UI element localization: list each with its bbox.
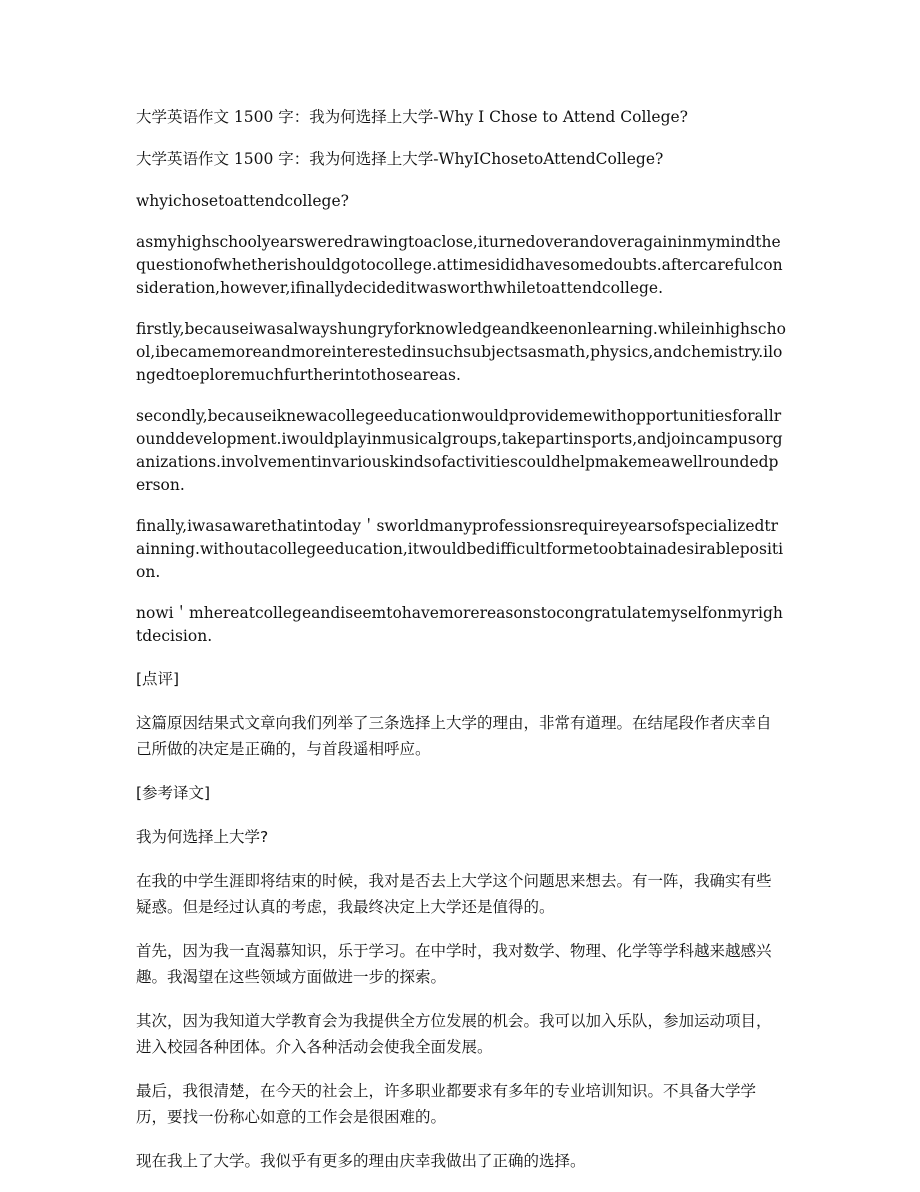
translation-subtitle: 我为何选择上大学?	[136, 828, 269, 846]
document-title-primary: 大学英语作文 1500 字：我为何选择上大学-Why I Chose to Attend College?	[136, 108, 688, 126]
comment-text: 这篇原因结果式文章向我们列举了三条选择上大学的理由，非常有道理。在结尾段作者庆幸自己所做的决定是正确的，与首段遥相呼应。	[136, 714, 772, 758]
english-paragraph-2: firstly,becauseiwasalwayshungryforknowledgeandkeenonlearning.whileinhighschool,ibecamemoreandmoreinterestedinsuchsubjectsasmath,physics,andchemistry.ilongedtoeploremuchfurtherintothoseareas.	[136, 320, 786, 384]
document-title-secondary: 大学英语作文 1500 字：我为何选择上大学-WhyIChosetoAttendCollege?	[136, 150, 664, 168]
english-essay-heading: whyichosetoattendcollege?	[136, 192, 349, 210]
english-paragraph-4: finally,iwasawarethatintoday＇sworldmanyprofessionsrequireyearsofspecializedtrainning.withoutacollegeeducation,itwouldbedifficultformetoobtainadesirableposition.	[136, 517, 784, 581]
translation-heading: [参考译文]	[136, 784, 211, 802]
translation-paragraph-2: 首先，因为我一直渴慕知识，乐于学习。在中学时，我对数学、物理、化学等学科越来越感兴趣。我渴望在这些领域方面做进一步的探索。	[136, 942, 772, 986]
document-page	[136, 106, 786, 1192]
translation-paragraph-5: 现在我上了大学。我似乎有更多的理由庆幸我做出了正确的选择。	[136, 1152, 586, 1170]
english-paragraph-5: nowi＇mhereatcollegeandiseemtohavemorereasonstocongratulatemyselfonmyrightdecision.	[136, 604, 783, 645]
translation-paragraph-3: 其次，因为我知道大学教育会为我提供全方位发展的机会。我可以加入乐队，参加运动项目，进入校园各种团体。介入各种活动会使我全面发展。	[136, 1012, 772, 1056]
english-paragraph-3: secondly,becauseiknewacollegeeducationwouldprovidemewithopportunitiesforallrounddevelopment.iwouldplayinmusicalgroups,takepartinsports,andjoincampusorganizations.involvementinvariouskindsofactivitiescouldhelpmakemeawellroundedperson.	[136, 407, 783, 494]
english-paragraph-1: asmyhighschoolyearsweredrawingtoaclose,iturnedoverandoveragaininmymindthequestionofwhetherishouldgotocollege.attimesididhavesomedoubts.aftercarefulconsideration,however,ifinallydecideditwasworthwhiletoattendcollege.	[136, 233, 783, 297]
translation-paragraph-1: 在我的中学生涯即将结束的时候，我对是否去上大学这个问题思来想去。有一阵，我确实有些疑惑。但是经过认真的考虑，我最终决定上大学还是值得的。	[136, 872, 772, 916]
translation-paragraph-4: 最后，我很清楚，在今天的社会上，许多职业都要求有多年的专业培训知识。不具备大学学历，要找一份称心如意的工作会是很困难的。	[136, 1082, 757, 1126]
comment-heading: [点评]	[136, 670, 180, 688]
